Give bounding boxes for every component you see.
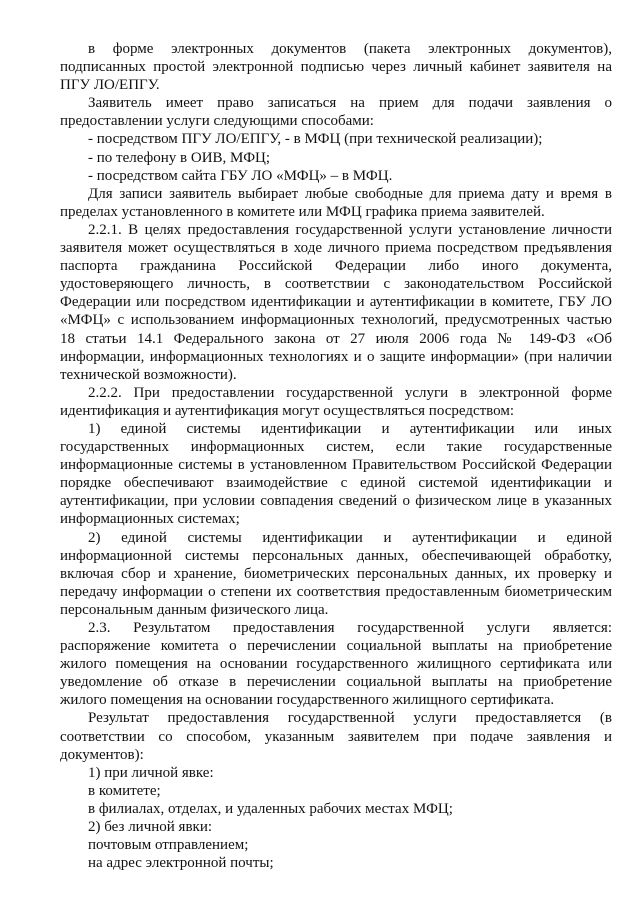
text-line: информационные системы в установленном Правительством Российской Федерации: [60, 457, 612, 474]
text-line: 2.3. Результатом предоставления государственной услуги является:: [88, 620, 612, 636]
list-item: в комитете;: [88, 782, 161, 799]
text-line: ПГУ ЛО/ЕПГУ.: [60, 77, 160, 94]
text-line: идентификация и аутентификация могут осуществляться посредством:: [60, 402, 515, 419]
text-line: Для записи заявитель выбирает любые свободные для приема дату и время в: [88, 185, 612, 202]
list-item: 2) без личной явки:: [88, 819, 213, 836]
text-line: соответствии со способом, указанным заявителем при подаче заявления и: [60, 728, 612, 745]
text-line: предоставлении услуги следующими способами:: [60, 113, 374, 130]
text-line: информационной системы персональных данных, обеспечивающей обработку,: [60, 547, 612, 564]
text-line: Заявитель имеет право записаться на прием для подачи заявления о: [88, 95, 612, 112]
list-item: - посредством сайта ГБУ ЛО «МФЦ» – в МФЦ.: [88, 167, 393, 184]
text-line: удостоверяющего личность, в соответствии с законодательством Российской: [60, 276, 612, 293]
text-line: порядке обеспечивают взаимодействие с единой системой идентификации и: [60, 475, 612, 492]
text-line: 2.2.1. В целях предоставления государственной услуги установление личности: [88, 221, 612, 238]
text-line: документов):: [60, 746, 144, 763]
text-line: заявителя может осуществляться в ходе личного приема посредством предъявления: [60, 240, 612, 257]
list-item: - по телефону в ОИВ, МФЦ;: [88, 149, 271, 166]
text-line: паспорта гражданина Российской Федерации либо иного документа,: [60, 258, 612, 275]
text-line: персональным данным физического лица.: [60, 601, 329, 618]
text-line: распоряжение комитета о перечислении социальной выплаты на приобретение: [60, 638, 612, 655]
text-line: аутентификации, при условии совпадения сведений о физическом лице в указанных: [60, 493, 612, 510]
text-line: государственных информационных систем, если такие государственные: [60, 439, 612, 456]
text-line: жилого помещения на основании государственного жилищного сертификата или: [60, 656, 612, 673]
list-item: 1) при личной явке:: [88, 764, 214, 781]
text-line: 2.2.2. При предоставлении государственной услуги в электронной форме: [88, 384, 612, 401]
text-line: технической возможности).: [60, 366, 237, 383]
text-line: информации, информационных технологиях и о защите информации» (при наличии: [60, 348, 612, 365]
text-line: 1) единой системы идентификации и аутентификации или иных: [88, 420, 612, 437]
text-line: Федерации или посредством идентификации и аутентификации в комитете, ГБУ ЛО: [60, 294, 612, 311]
text-line: Результат предоставления государственной услуги предоставляется (в: [88, 710, 612, 727]
text-line: 2) единой системы идентификации и аутентификации и единой: [88, 529, 612, 546]
text-line: включая сбор и хранение, биометрических персональных данных, их проверку и: [60, 565, 612, 582]
text-line: информационных системах;: [60, 511, 240, 528]
text-line: уведомление об отказе в перечислении социальной выплаты на приобретение: [60, 674, 612, 691]
text-line: подписанных простой электронной подписью через личный кабинет заявителя на: [60, 59, 612, 76]
list-item: в филиалах, отделах, и удаленных рабочих местах МФЦ;: [88, 800, 453, 817]
text-line: жилого помещения на основании государственного жилищного сертификата.: [60, 692, 555, 709]
text-line: передачу информации о степени их соответствия предоставленным биометрическим: [60, 583, 612, 600]
list-item: на адрес электронной почты;: [88, 855, 274, 872]
list-item: - посредством ПГУ ЛО/ЕПГУ, - в МФЦ (при технической реализации);: [88, 131, 543, 148]
text-line: в форме электронных документов (пакета электронных документов),: [88, 41, 612, 57]
text-line: 18 статьи 14.1 Федерального закона от 27 июля 2006 года № 149-ФЗ «Об: [60, 330, 612, 347]
list-item: почтовым отправлением;: [88, 837, 249, 854]
text-line: пределах установленного в комитете или МФЦ графика приема заявителей.: [60, 203, 545, 220]
text-line: «МФЦ» с использованием информационных технологий, предусмотренных частью: [60, 312, 612, 329]
